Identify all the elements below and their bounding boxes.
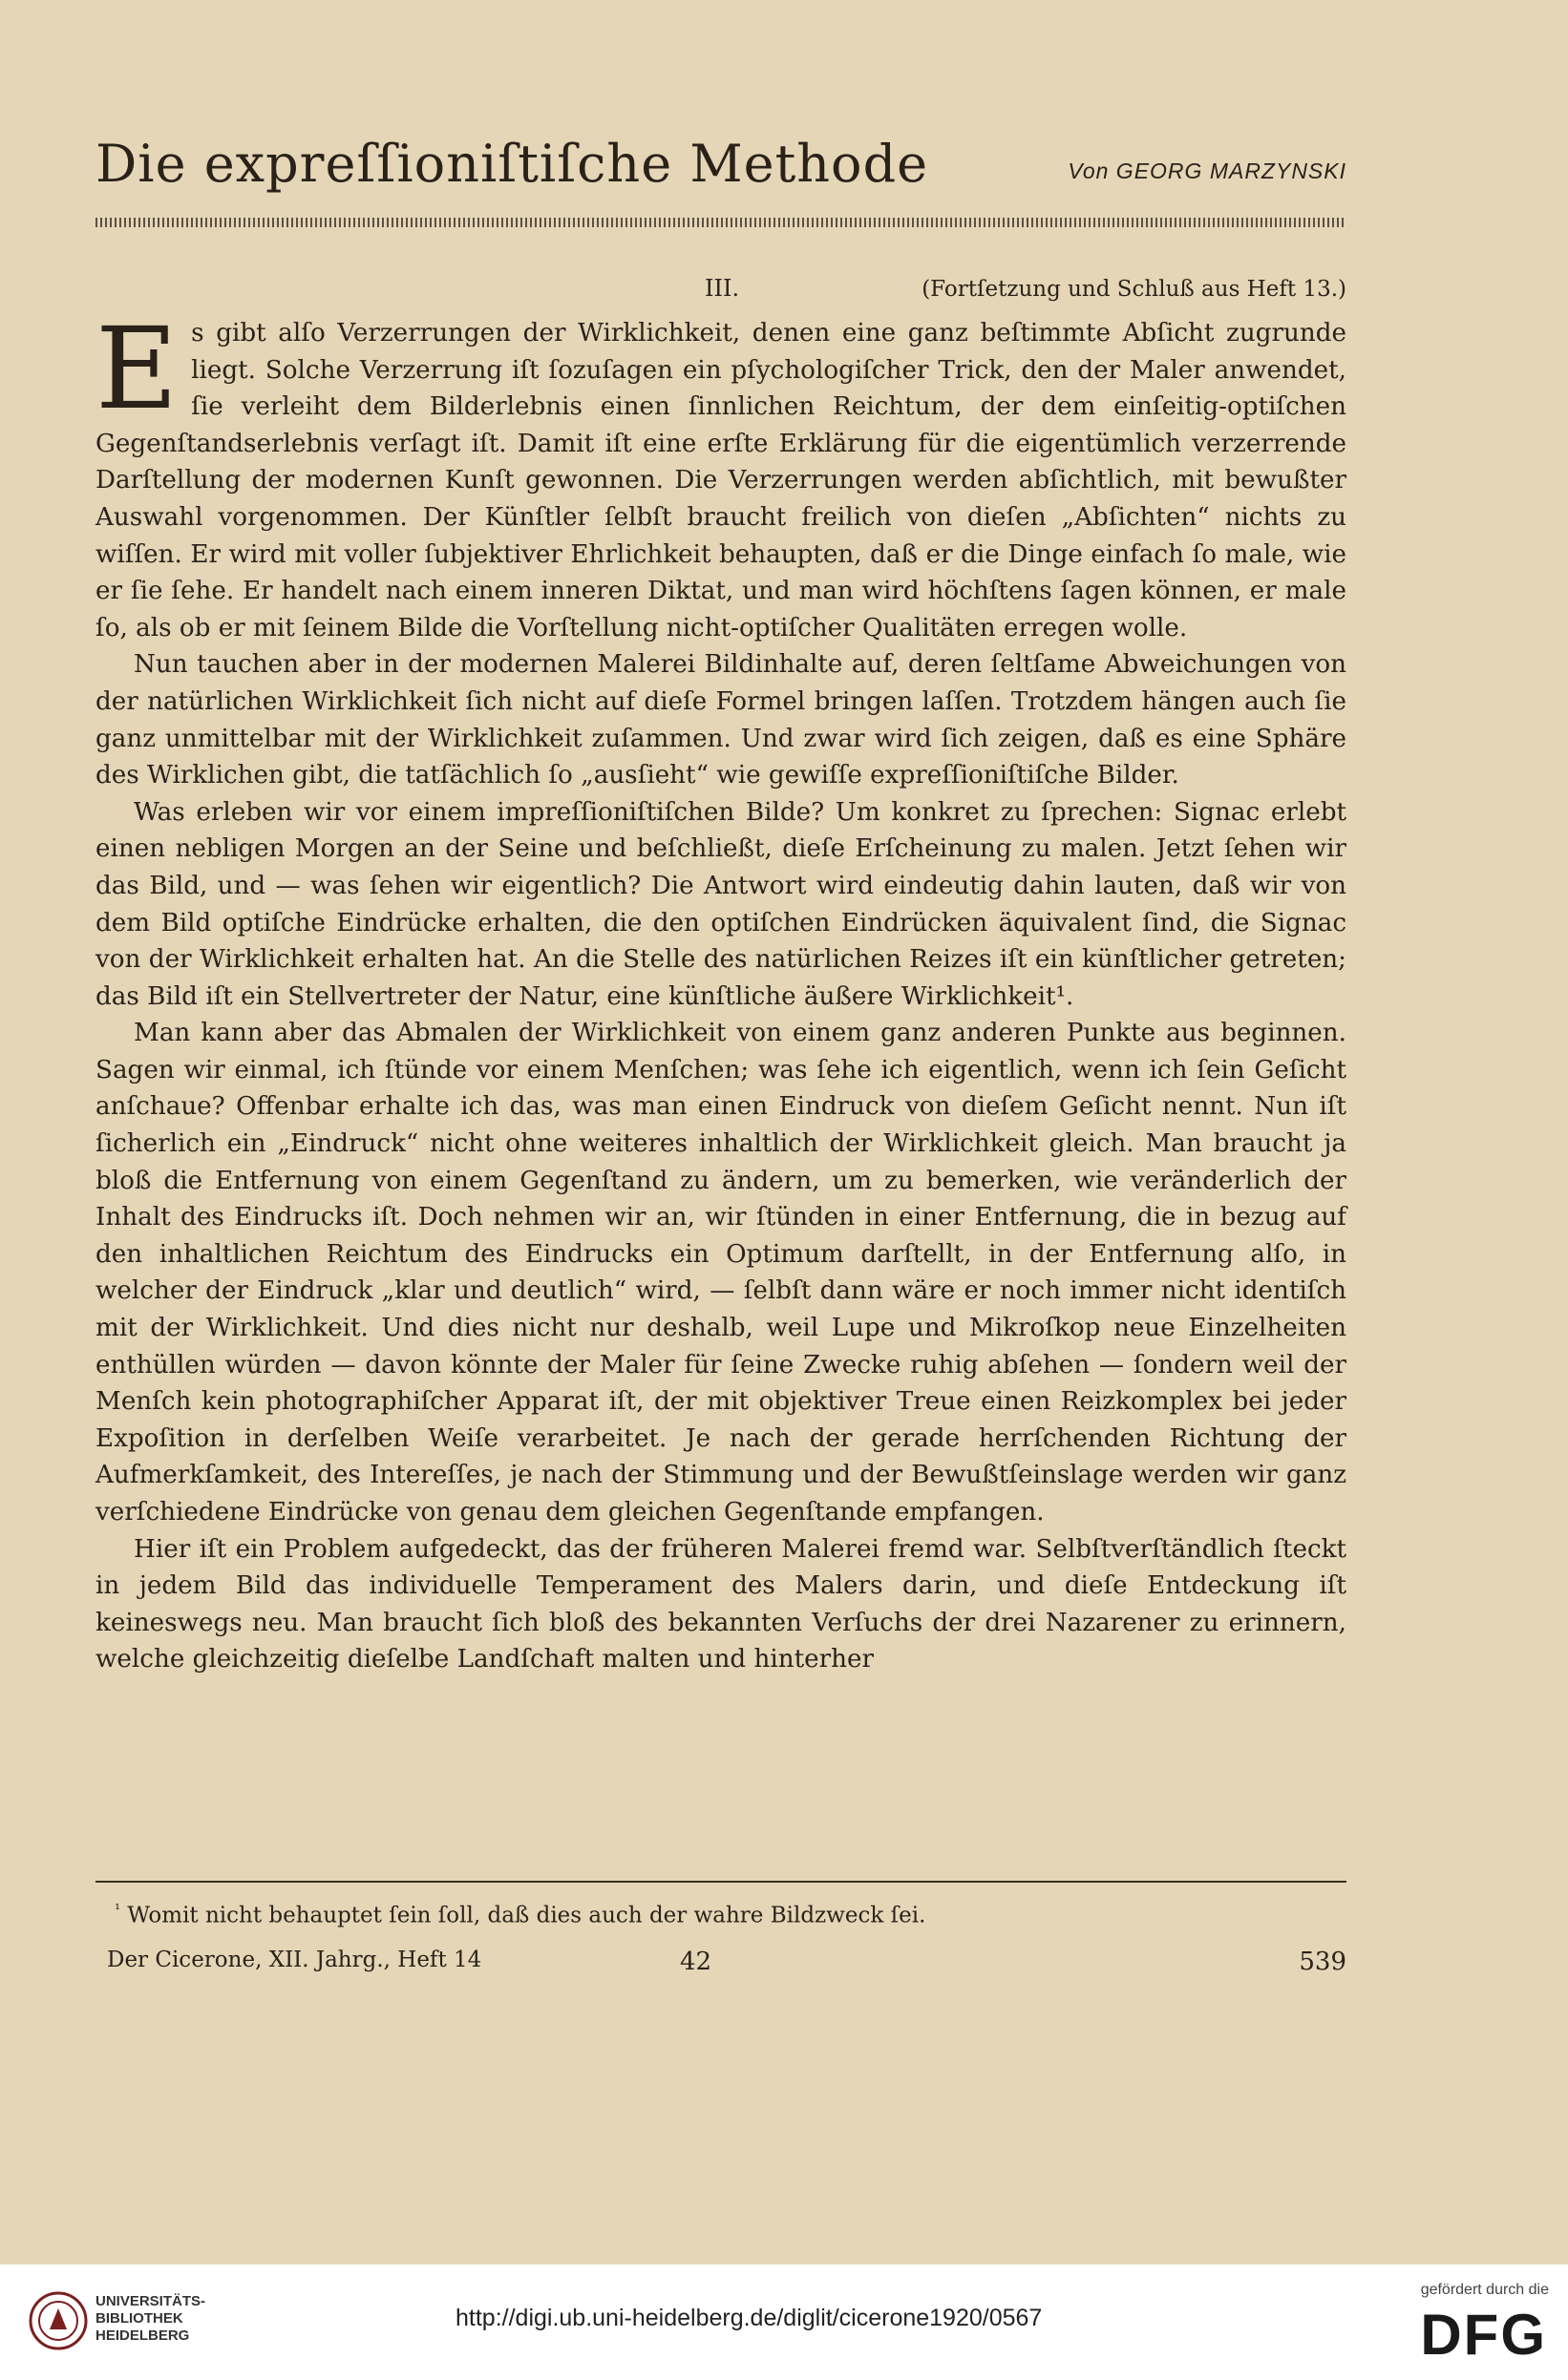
institution-name: UNIVERSITÄTS- BIBLIOTHEK HEIDELBERG	[95, 2293, 206, 2344]
permalink-url[interactable]: http://digi.ub.uni-heidelberg.de/diglit/cicerone1920/0567	[456, 2305, 1043, 2331]
continuation-note: (Fortſetzung und Schluß aus Heft 13.)	[922, 277, 1346, 302]
footnote-text: Womit nicht behauptet ſein ſoll, daß dies auch der wahre Bildzweck ſei.	[127, 1903, 926, 1928]
footnote	[115, 1893, 1337, 1932]
paragraph: Hier iſt ein Problem aufgedeckt, das der früheren Malerei fremd war. Selbſtverſtändlich ſteckt in jedem Bild das individuelle Temperament des Malers darin, und dieſe Entdeckung iſt keineswegs neu. Man braucht ſich bloß des bekannten Verſuchs der drei Nazarener zu erinnern, welche gleichzeitig dieſelbe Landſchaft malten und hinterher	[95, 1534, 1346, 1674]
university-seal-icon	[29, 2291, 88, 2350]
library-bar	[0, 2264, 1568, 2380]
paragraph: Nun tauchen aber in der modernen Malerei Bildinhalte auf, deren ſeltſame Abweichungen von der natürlichen Wirklichkeit ſich nicht auf dieſe Formel bringen laſſen. Trotzdem hängen auch ſie ganz unmittelbar mit der Wirklichkeit zuſammen. Und zwar wird ſich zeigen, daß es eine Sphäre des Wirklichen gibt, die tatſächlich ſo „ausſieht“ wie gewiſſe expreſſioniſtiſche Bilder.	[95, 650, 1346, 790]
section-number: III.	[705, 275, 740, 302]
paragraph: Was erleben wir vor einem impreſſioniſtiſchen Bilde? Um konkret zu ſprechen: Signac erlebt einen nebligen Morgen an der Seine und beſchließt, dieſe Erſcheinung zu malen. Jetzt ſehen wir das Bild, und — was ſehen wir eigentlich? Die Antwort wird eindeutig dahin lauten, daß wir von dem Bild optiſche Eindrücke erhalten, die den optiſchen Eindrücken äquivalent ſind, die Signac von der Wirklichkeit erhalten hat. An die Stelle des natürlichen Reizes iſt ein künſtlicher getreten; das Bild iſt ein Stellvertreter der Natur, eine künſtliche äußere Wirklichkeit¹.	[95, 797, 1346, 1011]
footnote-rule	[95, 1881, 1346, 1883]
paragraph	[95, 303, 1346, 646]
paragraph-text: s gibt alſo Verzerrungen der Wirklichkeit, denen eine ganz beſtimmte Abſicht zugrunde liegt. Solche Verzerrung iſt ſozuſagen ein pſychologiſcher Trick, den der Maler anwendet, ſie verleiht dem Bilderlebnis einen ſinnlichen Reichtum, der dem einſeitig-optiſchen Gegenſtandserlebnis verſagt iſt. Damit iſt eine erſte Erklärung für die eigentümlich verzerrende Darſtellung der modernen Kunſt gewonnen. Die Verzerrungen werden abſichtlich, mit bewußter Auswahl vorgenommen. Der Künſtler ſelbſt braucht freilich von dieſen „Abſichten“ nichts zu wiſſen. Er wird mit voller ſubjektiver Ehrlichkeit behaupten, daß er die Dinge einfach ſo male, wie er ſie ſehe. Er handelt nach einem inneren Diktat, und man wird höchſtens ſagen können, er male ſo, als ob er mit ſeinem Bilde die Vorſtellung nicht-optiſcher Qualitäten erregen wolle.	[95, 319, 1346, 642]
paragraph: Man kann aber das Abmalen der Wirklichkeit von einem ganz anderen Punkte aus beginnen. Sagen wir einmal, ich ſtünde vor einem Menſchen; was ſehe ich eigentlich, wenn ich ſein Geſicht anſchaue? Offenbar erhalte ich das, was man einen Eindruck von dieſem Geſicht nennt. Nun iſt ſicherlich ein „Eindruck“ nicht ohne weiteres inhaltlich der Wirklichkeit gleich. Man braucht ja bloß die Entfernung von einem Gegenſtand zu ändern, um zu bemerken, wie veränderlich der Inhalt des Eindrucks iſt. Doch nehmen wir an, wir ſtünden in einer Entfernung, die in bezug auf den inhaltlichen Reichtum des Eindrucks ein Optimum darſtellt, in der Entfernung alſo, in welcher der Eindruck „klar und deutlich“ wird, — ſelbſt dann wäre er noch immer nicht identiſch mit der Wirklichkeit. Und dies nicht nur deshalb, weil Lupe und Mikroſkop neue Einzelheiten enthüllen würden — davon könnte der Maler für ſeine Zwecke ruhig abſehen — ſondern weil der Menſch kein photographiſcher Apparat iſt, der mit objektiver Treue einen Reizkomplex bei jeder Expoſition in derſelben Weiſe verarbeitet. Je nach der gerade herrſchenden Richtung der Aufmerkſamkeit, des Intereſſes, je nach der Stimmung und der Bewußtſeinslage werden wir ganz verſchiedene Eindrücke von genau dem gleichen Gegenſtande empfangen.	[95, 1019, 1346, 1527]
dotted-ornament-rule	[95, 218, 1346, 227]
funding-caption: gefördert durch die	[1420, 2282, 1549, 2298]
dfg-logo: DFG	[1420, 2303, 1547, 2367]
section-heading	[0, 275, 1568, 313]
signature-mark: 42	[680, 1948, 712, 1976]
page-number: 539	[1299, 1948, 1346, 1976]
article-author: Von GEORG MARZYNSKI	[1068, 158, 1346, 183]
article-title: Die expreſſioniſtiſche Methode	[95, 134, 929, 194]
journal-reference: Der Cicerone, XII. Jahrg., Heft 14	[107, 1948, 482, 1972]
drop-cap: E	[95, 303, 179, 434]
footnote-marker: ¹	[115, 1901, 121, 1918]
page-footer	[95, 1948, 1346, 1986]
article-header	[95, 134, 1346, 210]
article-body	[95, 303, 1346, 1678]
